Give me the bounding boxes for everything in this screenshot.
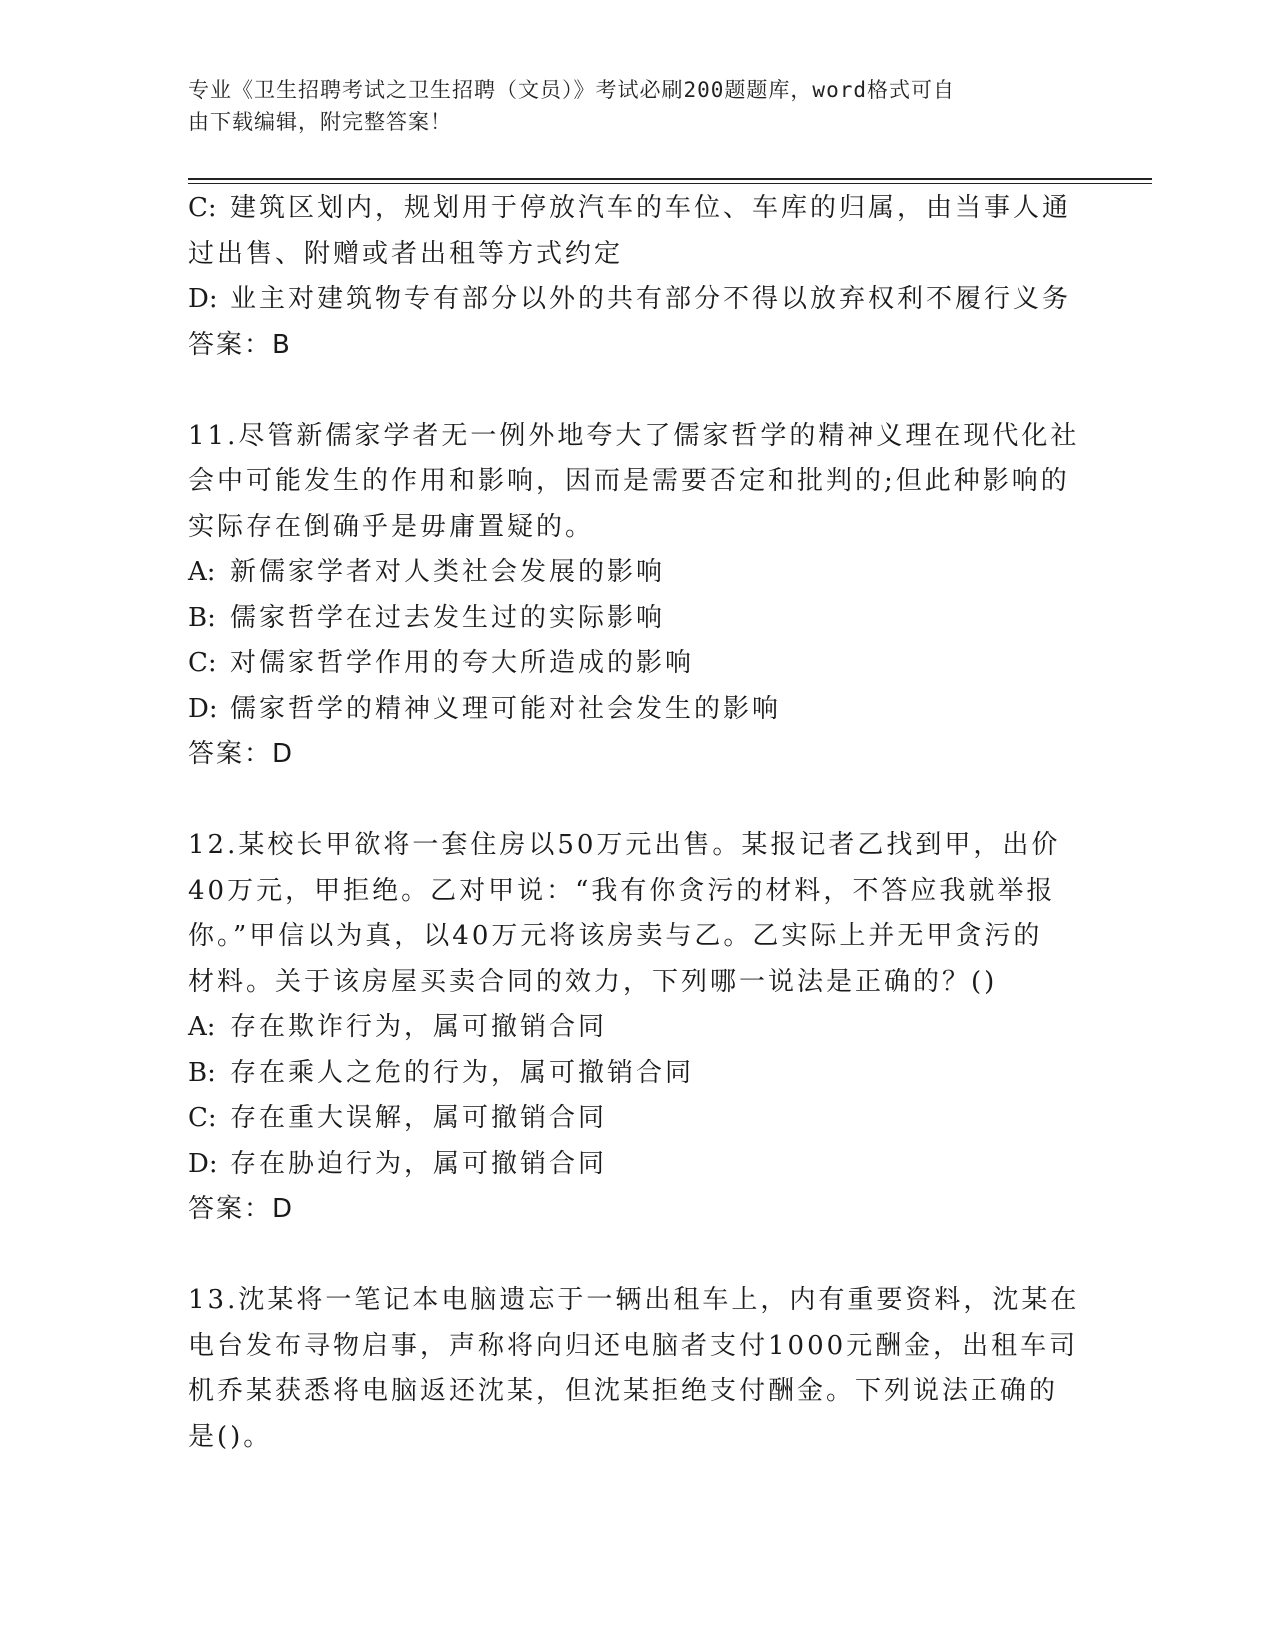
question-content [188, 186, 1078, 1460]
header-rule-thick [188, 178, 1152, 180]
q12-option-a [188, 1005, 1078, 1051]
q12-option-b [188, 1051, 1078, 1097]
q12-stem-line-1: 12.某校长甲欲将一套住房以50万元出售。某报记者乙找到甲，出价 [188, 830, 1061, 860]
q11-stem-line-1: 11.尽管新儒家学者无一例外地夸大了儒家哲学的精神义理在现代化社 [188, 420, 1080, 451]
q10-option-c [188, 186, 1078, 232]
option-key: A: [188, 557, 216, 587]
spacer [188, 778, 1078, 824]
option-key: B: [188, 1057, 216, 1088]
option-text: 存在重大误解，属可撤销合同 [230, 1103, 608, 1133]
q11-option-a [188, 550, 1078, 596]
q12-option-d [188, 1142, 1078, 1188]
option-text: 存在乘人之危的行为，属可撤销合同 [230, 1057, 695, 1088]
option-text: 存在欺诈行为，属可撤销合同 [230, 1012, 608, 1042]
option-key: A: [188, 1012, 216, 1042]
option-text: 存在胁迫行为，属可撤销合同 [230, 1148, 608, 1179]
header-rule-thin [188, 183, 1152, 184]
q13-stem-line-1: 13.沈某将一笔记本电脑遗忘于一辆出租车上，内有重要资料，沈某在 [188, 1285, 1080, 1315]
q12-stem-line-3: 你。”甲信以为真，以40万元将该房卖与乙。乙实际上并无甲贪污的 [188, 921, 1043, 951]
q11-option-c [188, 641, 1078, 687]
q11-option-b [188, 596, 1078, 642]
option-text: 儒家哲学在过去发生过的实际影响 [230, 602, 666, 633]
q13-stem-line-3: 机乔某获悉将电脑返还沈某，但沈某拒绝支付酬金。下列说法正确的 [188, 1376, 1059, 1406]
q13-stem-line-2: 电台发布寻物启事，声称将向归还电脑者支付1000元酬金，出租车司 [188, 1330, 1079, 1361]
option-text: 业主对建筑物专有部分以外的共有部分不得以放弃权利不履行义务 [230, 284, 1072, 314]
option-text: 建筑区划内，规划用于停放汽车的车位、车库的归属，由当事人通 [230, 193, 1072, 223]
option-text: 新儒家学者对人类社会发展的影响 [230, 557, 666, 587]
q12-option-c [188, 1096, 1078, 1142]
q11-stem-line-2: 会中可能发生的作用和影响，因而是需要否定和批判的;但此种影响的 [188, 466, 1070, 496]
q12-answer: 答案：D [188, 1194, 295, 1224]
option-key: D: [188, 284, 218, 314]
option-text: 对儒家哲学作用的夸大所造成的影响 [230, 648, 695, 678]
spacer [188, 368, 1078, 414]
q11-answer: 答案：D [188, 739, 295, 769]
option-key: D: [188, 1148, 218, 1179]
option-key: B: [188, 602, 216, 633]
q10-answer: 答案：B [188, 329, 292, 360]
document-header [188, 74, 1088, 138]
q12-stem-line-4: 材料。关于该房屋买卖合同的效力，下列哪一说法是正确的？() [188, 966, 998, 997]
option-text: 儒家哲学的精神义理可能对社会发生的影响 [230, 693, 782, 724]
option-key: C: [188, 1103, 217, 1133]
q11-option-d [188, 687, 1078, 733]
q11-stem-line-3: 实际存在倒确乎是毋庸置疑的。 [188, 511, 595, 542]
q10-option-c-cont: 过出售、附赠或者出租等方式约定 [188, 238, 624, 269]
q10-option-d [188, 277, 1078, 323]
q12-stem-line-2: 40万元，甲拒绝。乙对甲说：“我有你贪污的材料，不答应我就举报 [188, 875, 1056, 906]
q13-stem-line-4: 是()。 [188, 1421, 273, 1452]
header-line-1: 专业《卫生招聘考试之卫生招聘（文员）》考试必刷200题题库，word格式可自 [188, 78, 955, 102]
option-key: C: [188, 648, 217, 678]
option-key: C: [188, 193, 217, 223]
header-line-2: 由下载编辑，附完整答案！ [188, 110, 452, 134]
spacer [188, 1233, 1078, 1279]
option-key: D: [188, 693, 218, 724]
